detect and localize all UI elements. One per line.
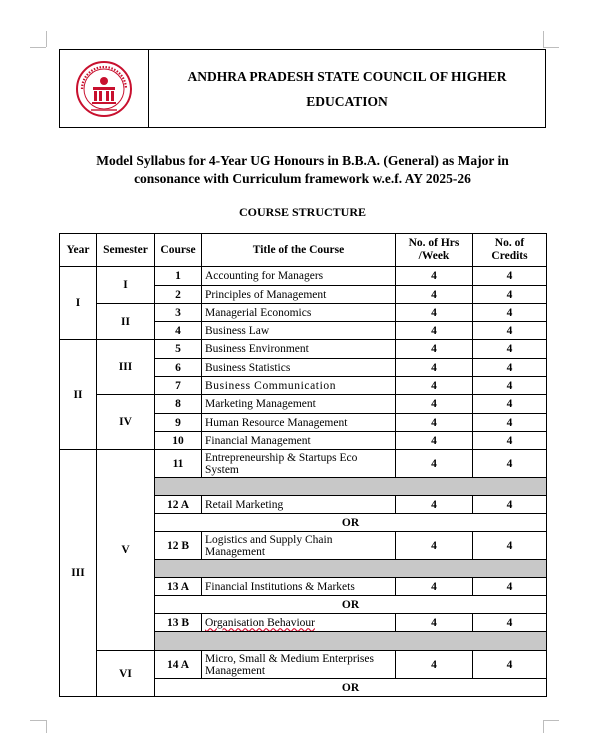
hours-cell: 4 <box>396 578 473 596</box>
course-code: 12 A <box>155 496 202 514</box>
separator-cell <box>155 560 547 578</box>
credits-cell: 4 <box>473 450 547 478</box>
column-header: Course <box>155 234 202 267</box>
course-title: Business Statistics <box>202 359 396 377</box>
section-heading: COURSE STRUCTURE <box>238 205 367 219</box>
syllabus-title <box>59 152 546 188</box>
document-header <box>59 49 546 128</box>
course-code: 5 <box>155 340 202 359</box>
course-code: 2 <box>155 286 202 304</box>
course-code: 7 <box>155 377 202 395</box>
course-code: 8 <box>155 395 202 414</box>
crop-mark <box>46 720 47 733</box>
credits-cell: 4 <box>473 532 547 560</box>
crop-mark <box>46 31 47 47</box>
crop-mark <box>543 720 559 721</box>
credits-cell: 4 <box>473 286 547 304</box>
credits-cell: 4 <box>473 496 547 514</box>
column-header: No. of Hrs /Week <box>396 234 473 267</box>
course-title: Micro, Small & Medium Enterprises Management <box>202 651 396 679</box>
course-title: Marketing Management <box>202 395 396 414</box>
hours-cell: 4 <box>396 395 473 414</box>
credits-cell: 4 <box>473 359 547 377</box>
or-label: OR <box>155 679 547 697</box>
course-title: Financial Institutions & Markets <box>202 578 396 596</box>
credits-cell: 4 <box>473 651 547 679</box>
table-row <box>60 450 547 478</box>
council-logo <box>60 50 149 127</box>
hours-cell: 4 <box>396 359 473 377</box>
course-title: Principles of Management <box>202 286 396 304</box>
course-title: Business Environment <box>202 340 396 359</box>
hours-cell: 4 <box>396 614 473 632</box>
semester-cell: IV <box>97 395 155 450</box>
course-code: 11 <box>155 450 202 478</box>
hours-cell: 4 <box>396 651 473 679</box>
credits-cell: 4 <box>473 614 547 632</box>
hours-cell: 4 <box>396 304 473 322</box>
hours-cell: 4 <box>396 377 473 395</box>
column-header: Title of the Course <box>202 234 396 267</box>
hours-cell: 4 <box>396 450 473 478</box>
course-title: Business Law <box>202 322 396 340</box>
course-code: 14 A <box>155 651 202 679</box>
table-row <box>60 651 547 679</box>
course-code: 9 <box>155 414 202 432</box>
credits-cell: 4 <box>473 267 547 286</box>
credits-cell: 4 <box>473 414 547 432</box>
table-header-row <box>60 234 547 267</box>
course-code: 4 <box>155 322 202 340</box>
course-title: Accounting for Managers <box>202 267 396 286</box>
course-code: 10 <box>155 432 202 450</box>
course-code: 13 B <box>155 614 202 632</box>
syllabus-title-line1: Model Syllabus for 4-Year UG Honours in B.B.A. (General) as Major in <box>96 153 509 168</box>
table-row <box>60 340 547 359</box>
syllabus-title-line2: consonance with Curriculum framework w.e.f. AY 2025-26 <box>134 171 471 186</box>
credits-cell: 4 <box>473 377 547 395</box>
hours-cell: 4 <box>396 286 473 304</box>
semester-cell: V <box>97 450 155 651</box>
table-row <box>60 304 547 322</box>
crop-mark <box>543 720 544 733</box>
course-title: Organisation Behaviour <box>205 616 315 629</box>
or-label: OR <box>155 596 547 614</box>
credits-cell: 4 <box>473 432 547 450</box>
semester-cell: VI <box>97 651 155 697</box>
course-title: Financial Management <box>202 432 396 450</box>
hours-cell: 4 <box>396 340 473 359</box>
year-cell: I <box>60 267 97 340</box>
course-title: Managerial Economics <box>202 304 396 322</box>
hours-cell: 4 <box>396 322 473 340</box>
table-row <box>60 395 547 414</box>
course-code: 6 <box>155 359 202 377</box>
course-code: 12 B <box>155 532 202 560</box>
crop-mark <box>543 31 544 47</box>
semester-cell: III <box>97 340 155 395</box>
hours-cell: 4 <box>396 532 473 560</box>
credits-cell: 4 <box>473 578 547 596</box>
credits-cell: 4 <box>473 322 547 340</box>
separator-cell <box>155 478 547 496</box>
council-name-line2: EDUCATION <box>306 93 388 109</box>
crop-mark <box>543 47 559 48</box>
council-name <box>149 50 545 127</box>
separator-cell <box>155 632 547 651</box>
column-header: Year <box>60 234 97 267</box>
seal-icon <box>74 59 134 119</box>
hours-cell: 4 <box>396 496 473 514</box>
crop-mark <box>30 47 46 48</box>
hours-cell: 4 <box>396 267 473 286</box>
course-title: Logistics and Supply Chain Management <box>202 532 396 560</box>
course-title: Entrepreneurship & Startups Eco System <box>202 450 396 478</box>
course-structure-table <box>59 233 547 697</box>
semester-cell: I <box>97 267 155 304</box>
table-row <box>60 267 547 286</box>
course-code: 1 <box>155 267 202 286</box>
course-title: Retail Marketing <box>202 496 396 514</box>
crop-mark <box>30 720 46 721</box>
or-label: OR <box>155 514 547 532</box>
year-cell: II <box>60 340 97 450</box>
credits-cell: 4 <box>473 304 547 322</box>
course-code: 13 A <box>155 578 202 596</box>
course-title-cell <box>202 614 396 632</box>
credits-cell: 4 <box>473 395 547 414</box>
hours-cell: 4 <box>396 414 473 432</box>
credits-cell: 4 <box>473 340 547 359</box>
year-cell: III <box>60 450 97 697</box>
course-title: Human Resource Management <box>202 414 396 432</box>
column-header: No. of Credits <box>473 234 547 267</box>
course-title: Business Communication <box>202 377 396 395</box>
hours-cell: 4 <box>396 432 473 450</box>
council-name-line1: ANDHRA PRADESH STATE COUNCIL OF HIGHER <box>187 68 507 84</box>
course-code: 3 <box>155 304 202 322</box>
column-header: Semester <box>97 234 155 267</box>
semester-cell: II <box>97 304 155 340</box>
